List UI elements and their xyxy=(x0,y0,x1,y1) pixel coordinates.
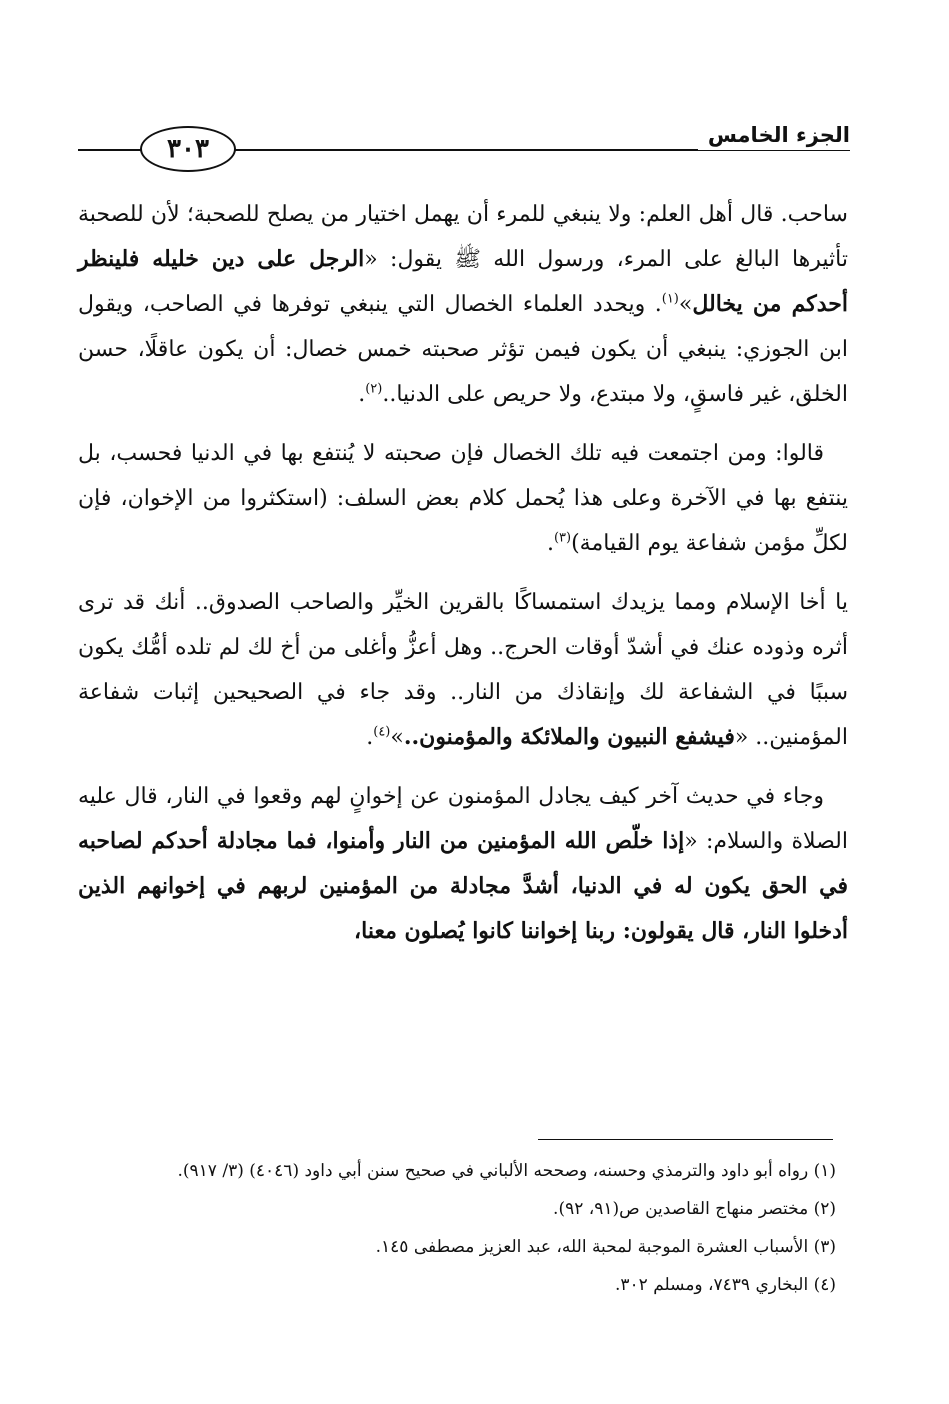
page-number: ٣٠٣ xyxy=(140,126,236,172)
text-run: . xyxy=(358,382,366,407)
footnote-ref-2: (٢) xyxy=(365,381,383,397)
text-run: » xyxy=(678,292,693,317)
footnote-3: (٣) الأسباب العشرة الموجبة لمحبة الله، عبد العزيز مصطفى ١٤٥. xyxy=(375,1237,836,1257)
text-run: ساحب. قال أهل العلم: ولا ينبغي للمرء أن يهمل اختيار من يصلح للصحبة؛ لأن للصحبة تأثيرها البالغ على المرء، ورسول الله ﷺ يقول: « xyxy=(78,202,848,272)
footnote-ref-1: (١) xyxy=(661,291,679,307)
footnote-ref-4: (٤) xyxy=(373,724,391,740)
text-run: . xyxy=(366,725,374,750)
footnote-ref-3: (٣) xyxy=(553,530,572,546)
paragraph-1 xyxy=(78,192,848,417)
footnote-separator xyxy=(538,1139,833,1140)
paragraph-3 xyxy=(78,580,848,760)
hadith-text: إذا خلّص الله المؤمنين من النار وأمنوا، فما مجادلة أحدكم لصاحبه في الحق يكون له في الدنيا، أشدَّ مجادلة من المؤمنين لربهم في إخوانهم الذين أدخلوا النار، قال يقولون: ربنا إخواننا كانوا يُصلون معنا، xyxy=(78,828,848,944)
text-run: قالوا: ومن اجتمعت فيه تلك الخصال فإن صحبته لا يُنتفع بها في الدنيا فحسب، بل ينتفع بها في الآخرة وعلى هذا يُحمل كلام بعض السلف: (استكثروا من الإخوان، فإن لكلِّ مؤمن شفاعة يوم القيامة) xyxy=(78,441,848,556)
footnote-1: (١) رواه أبو داود والترمذي وحسنه، وصححه الألباني في صحيح سنن أبي داود (٤٠٤٦) (٣/ ٩١٧). xyxy=(177,1161,836,1181)
paragraph-4 xyxy=(78,774,848,954)
footnote-4: (٤) البخاري ٧٤٣٩، ومسلم ٣٠٢. xyxy=(615,1275,836,1295)
text-run: يا أخا الإسلام ومما يزيدك استمساكًا بالقرين الخيِّر والصاحب الصدوق.. أنك قد ترى أثره وذوده عنك في أشدّ أوقات الحرج.. وهل أعزُّ وأغلى من أخ لك لم تلده أمُّك يكون سببًا في الشفاعة لك وإنقاذك من النار.. وقد جاء في الصحيحين إثبات شفاعة المؤمنين.. « xyxy=(78,590,848,750)
page-header xyxy=(78,120,850,172)
hadith-text: فيشفع النبيون والملائكة والمؤمنون.. xyxy=(403,724,735,750)
paragraph-2 xyxy=(78,431,848,566)
text-run: » xyxy=(390,725,404,750)
main-text xyxy=(78,192,848,968)
text-run: . xyxy=(546,531,554,556)
part-title: الجزء الخامس xyxy=(698,120,850,150)
hadith-text: الرجل على دين خليله فلينظر أحدكم من يخالل xyxy=(78,246,848,317)
footnote-2: (٢) مختصر منهاج القاصدين ص(٩١، ٩٢). xyxy=(553,1199,836,1219)
footnotes xyxy=(78,1152,836,1304)
text-run: . ويحدد العلماء الخصال التي ينبغي توفرها في الصاحب، ويقول ابن الجوزي: ينبغي أن يكون فيمن تؤثر صحبته خمس خصال: أن يكون عاقلًا، حسن الخلق، غير فاسقٍ، ولا مبتدع، ولا حريص على الدنيا.. xyxy=(78,292,848,407)
text-run: وجاء في حديث آخر كيف يجادل المؤمنون عن إخوانٍ لهم وقعوا في النار، قال عليه الصلاة والسلام: « xyxy=(78,784,848,854)
